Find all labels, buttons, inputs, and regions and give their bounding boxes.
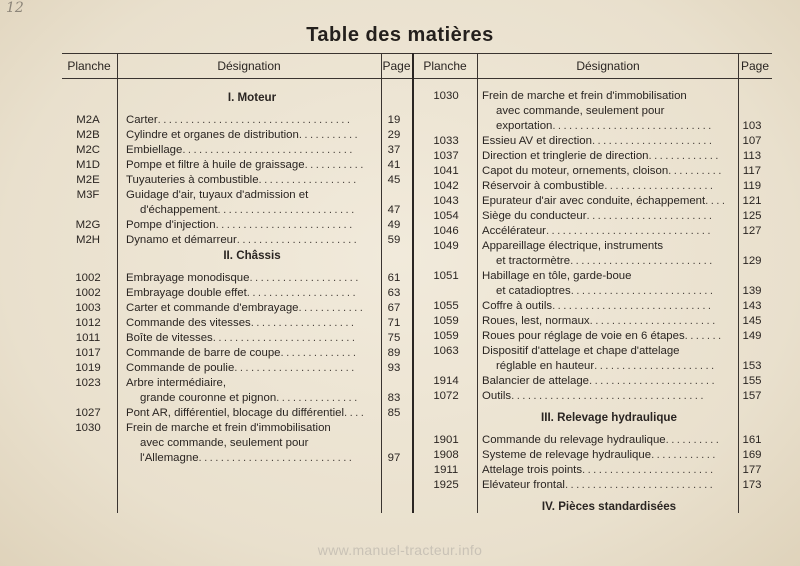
designation-text: Embrayage double effet.................... — [126, 287, 359, 299]
planche-code: 1027 — [75, 407, 101, 419]
planche-code: 1030 — [75, 422, 101, 434]
leader-dots: .............. — [280, 347, 359, 359]
section-heading: I. Moteur — [227, 91, 277, 104]
designation-text: Cylindre et organes de distribution........... — [126, 129, 361, 141]
planche-code: 1019 — [75, 362, 101, 374]
planche-code: 1054 — [433, 210, 459, 222]
section-heading: II. Châssis — [223, 249, 281, 262]
leader-dots: ............................ — [198, 452, 355, 464]
header-top-rule — [62, 53, 772, 54]
designation-text: réglable en hauteur...................... — [496, 360, 717, 372]
planche-code: 1011 — [75, 332, 101, 344]
center-divider — [412, 53, 414, 513]
planche-code: 1072 — [433, 390, 459, 402]
page-number: 157 — [742, 390, 762, 402]
header-planche-right: Planche — [423, 59, 467, 73]
page-number: 139 — [742, 285, 762, 297]
leader-dots: ............................... — [182, 144, 355, 156]
planche-code: 1908 — [433, 449, 459, 461]
page-number: 177 — [742, 464, 762, 476]
page-number: 59 — [387, 234, 401, 246]
designation-text: Roues, lest, normaux....................... — [482, 315, 718, 327]
designation-text: Commande du relevage hydraulique.......... — [482, 434, 722, 446]
planche-code: 1042 — [433, 180, 459, 192]
page-number: 103 — [742, 120, 762, 132]
leader-dots: .......................... — [570, 255, 715, 267]
planche-code: 1033 — [433, 135, 459, 147]
leader-dots: ...................... — [594, 360, 717, 372]
page-number: 75 — [387, 332, 401, 344]
page-number: 19 — [387, 114, 401, 126]
page-number: 173 — [742, 479, 762, 491]
page-number: 125 — [742, 210, 762, 222]
page-number: 63 — [387, 287, 401, 299]
designation-text: Frein de marche et frein d'immobilisation — [482, 90, 687, 102]
designation-text: grande couronne et pignon............... — [140, 392, 360, 404]
page-number: 97 — [387, 452, 401, 464]
page-number: 117 — [742, 165, 762, 177]
page-number: 37 — [387, 144, 401, 156]
designation-text: l'Allemagne............................ — [140, 452, 355, 464]
designation-text: Attelage trois points........................ — [482, 464, 716, 476]
planche-code: 1037 — [433, 150, 459, 162]
designation-text: Réservoir à combustible.................... — [482, 180, 716, 192]
header-designation-left: Désignation — [217, 59, 281, 73]
leader-dots: ................................... — [157, 114, 353, 126]
planche-code: 1002 — [75, 287, 101, 299]
page-number: 121 — [742, 195, 762, 207]
designation-text: Roues pour réglage de voie en 6 étapes....... — [482, 330, 724, 342]
planche-code: 1063 — [433, 345, 459, 357]
leader-dots: .......... — [665, 434, 722, 446]
planche-code: M1D — [75, 159, 101, 171]
page-number: 155 — [742, 375, 762, 387]
planche-code: 1911 — [433, 464, 459, 476]
leader-dots: ......................... — [215, 219, 355, 231]
planche-code: M2G — [75, 219, 101, 231]
page-number: 85 — [387, 407, 401, 419]
planche-code: 1055 — [433, 300, 459, 312]
page-number: 119 — [742, 180, 762, 192]
designation-text: Epurateur d'air avec conduite, échappement.... — [482, 195, 728, 207]
leader-dots: ...................... — [591, 135, 715, 147]
planche-code: 1914 — [433, 375, 459, 387]
planche-code: 1046 — [433, 225, 459, 237]
designation-text: Elévateur frontal........................... — [482, 479, 716, 491]
page-number: 93 — [387, 362, 401, 374]
designation-text: et tractormètre.......................... — [496, 255, 715, 267]
header-planche-left: Planche — [67, 59, 111, 73]
page-number: 107 — [742, 135, 762, 147]
designation-text: Commande de poulie...................... — [126, 362, 357, 374]
designation-text: Habillage en tôle, garde-boue — [482, 270, 632, 282]
designation-text: Pompe d'injection......................... — [126, 219, 355, 231]
section-heading: III. Relevage hydraulique — [541, 411, 677, 424]
page-number: 149 — [742, 330, 762, 342]
watermark-url: www.manuel-tracteur.info — [317, 542, 483, 558]
page-number: 45 — [387, 174, 401, 186]
leader-dots: ............................. — [552, 300, 714, 312]
page-number: 113 — [742, 150, 762, 162]
leader-dots: ....................... — [586, 210, 715, 222]
page-number: 61 — [387, 272, 401, 284]
designation-text: Outils................................... — [482, 390, 706, 402]
planche-code: M3F — [76, 189, 100, 201]
designation-text: exportation............................. — [496, 120, 714, 132]
leader-dots: ................................... — [511, 390, 706, 402]
planche-code: 1049 — [433, 240, 459, 252]
planche-code: 1059 — [433, 315, 459, 327]
designation-text: Embiellage............................... — [126, 144, 355, 156]
header-designation-right: Désignation — [576, 59, 640, 73]
designation-text: Commande de barre de coupe.............. — [126, 347, 359, 359]
leader-dots: ........................... — [564, 479, 716, 491]
leader-dots: .... — [705, 195, 728, 207]
corner-page-mark: 12 — [6, 0, 24, 16]
leader-dots: .......................... — [570, 285, 716, 297]
designation-text: Accélérateur.............................. — [482, 225, 713, 237]
leader-dots: ............ — [651, 449, 718, 461]
designation-text: avec commande, seulement pour — [496, 105, 665, 117]
leader-dots: ............................. — [552, 120, 714, 132]
planche-code: 1003 — [75, 302, 101, 314]
leader-dots: .................... — [604, 180, 716, 192]
page-number: 41 — [387, 159, 401, 171]
planche-code: M2H — [75, 234, 101, 246]
column-divider — [117, 53, 118, 513]
leader-dots: .......... — [668, 165, 724, 177]
page-number: 143 — [742, 300, 762, 312]
page-number: 29 — [387, 129, 401, 141]
planche-code: M2E — [76, 174, 100, 186]
designation-text: Coffre à outils............................. — [482, 300, 714, 312]
page-number: 67 — [387, 302, 401, 314]
designation-text: Embrayage monodisque.................... — [126, 272, 361, 284]
section-heading: IV. Pièces standardisées — [541, 500, 677, 513]
column-divider — [477, 53, 478, 513]
planche-code: M2B — [76, 129, 100, 141]
planche-code: 1030 — [433, 90, 459, 102]
designation-text: Dispositif d'attelage et chape d'attelage — [482, 345, 680, 357]
designation-text: d'échappement......................... — [140, 204, 357, 216]
planche-code: 1051 — [433, 270, 459, 282]
planche-code: 1002 — [75, 272, 101, 284]
leader-dots: ........... — [304, 159, 366, 171]
leader-dots: .................... — [249, 272, 361, 284]
leader-dots: .................... — [246, 287, 359, 299]
planche-code: M2C — [75, 144, 101, 156]
designation-text: Balancier de attelage....................... — [482, 375, 718, 387]
designation-text: et catadioptres.......................... — [496, 285, 716, 297]
page-title: Table des matières — [306, 24, 494, 46]
designation-text: Direction et tringlerie de direction............. — [482, 150, 721, 162]
leader-dots: ............... — [276, 392, 360, 404]
leader-dots: ...................... — [236, 234, 360, 246]
leader-dots: ............. — [648, 150, 721, 162]
designation-text: Pompe et filtre à huile de graissage........... — [126, 159, 366, 171]
header-page-right: Page — [740, 59, 770, 73]
designation-text: avec commande, seulement pour — [140, 437, 309, 449]
designation-text: Siège du conducteur....................... — [482, 210, 715, 222]
planche-code: 1043 — [433, 195, 459, 207]
page-number: 127 — [742, 225, 762, 237]
planche-code: 1059 — [433, 330, 459, 342]
designation-text: Guidage d'air, tuyaux d'admission et — [126, 189, 309, 201]
page-number: 49 — [387, 219, 401, 231]
designation-text: Pont AR, différentiel, blocage du différentiel.... — [126, 407, 367, 419]
designation-text: Appareillage électrique, instruments — [482, 240, 664, 252]
planche-code: 1012 — [75, 317, 101, 329]
page-number: 83 — [387, 392, 401, 404]
leader-dots: ...................... — [234, 362, 357, 374]
leader-dots: ........................ — [582, 464, 716, 476]
leader-dots: ............ — [298, 302, 366, 314]
leader-dots: ....................... — [589, 375, 718, 387]
planche-code: 1925 — [433, 479, 459, 491]
leader-dots: ......................... — [217, 204, 357, 216]
designation-text: Dynamo et démarreur...................... — [126, 234, 360, 246]
leader-dots: .... — [344, 407, 367, 419]
page-number: 71 — [387, 317, 401, 329]
designation-text: Boîte de vitesses.......................... — [126, 332, 358, 344]
designation-text: Frein de marche et frein d'immobilisation — [126, 422, 331, 434]
page-number: 145 — [742, 315, 762, 327]
leader-dots: ....... — [684, 330, 724, 342]
header-bottom-rule — [62, 78, 772, 79]
page-number: 89 — [387, 347, 401, 359]
planche-code: 1041 — [433, 165, 459, 177]
page-number: 129 — [742, 255, 762, 267]
leader-dots: ................... — [250, 317, 357, 329]
planche-code: M2A — [76, 114, 100, 126]
designation-text: Carter................................... — [126, 114, 353, 126]
leader-dots: .................. — [258, 174, 359, 186]
leader-dots: ....................... — [589, 315, 718, 327]
page-number: 47 — [387, 204, 401, 216]
leader-dots: .............................. — [545, 225, 713, 237]
designation-text: Commande des vitesses................... — [126, 317, 357, 329]
page-number: 153 — [742, 360, 762, 372]
designation-text: Essieu AV et direction...................... — [482, 135, 715, 147]
planche-code: 1023 — [75, 377, 101, 389]
planche-code: 1017 — [75, 347, 101, 359]
leader-dots: .......................... — [212, 332, 358, 344]
designation-text: Capot du moteur, ornements, cloison.......... — [482, 165, 724, 177]
designation-text: Carter et commande d'embrayage............ — [126, 302, 366, 314]
page-number: 161 — [742, 434, 762, 446]
designation-text: Arbre intermédiaire, — [126, 377, 227, 389]
page-number: 169 — [742, 449, 762, 461]
leader-dots: ........... — [298, 129, 361, 141]
designation-text: Tuyauteries à combustible.................. — [126, 174, 359, 186]
planche-code: 1901 — [433, 434, 459, 446]
designation-text: Systeme de relevage hydraulique............ — [482, 449, 718, 461]
header-page-left: Page — [382, 59, 411, 73]
